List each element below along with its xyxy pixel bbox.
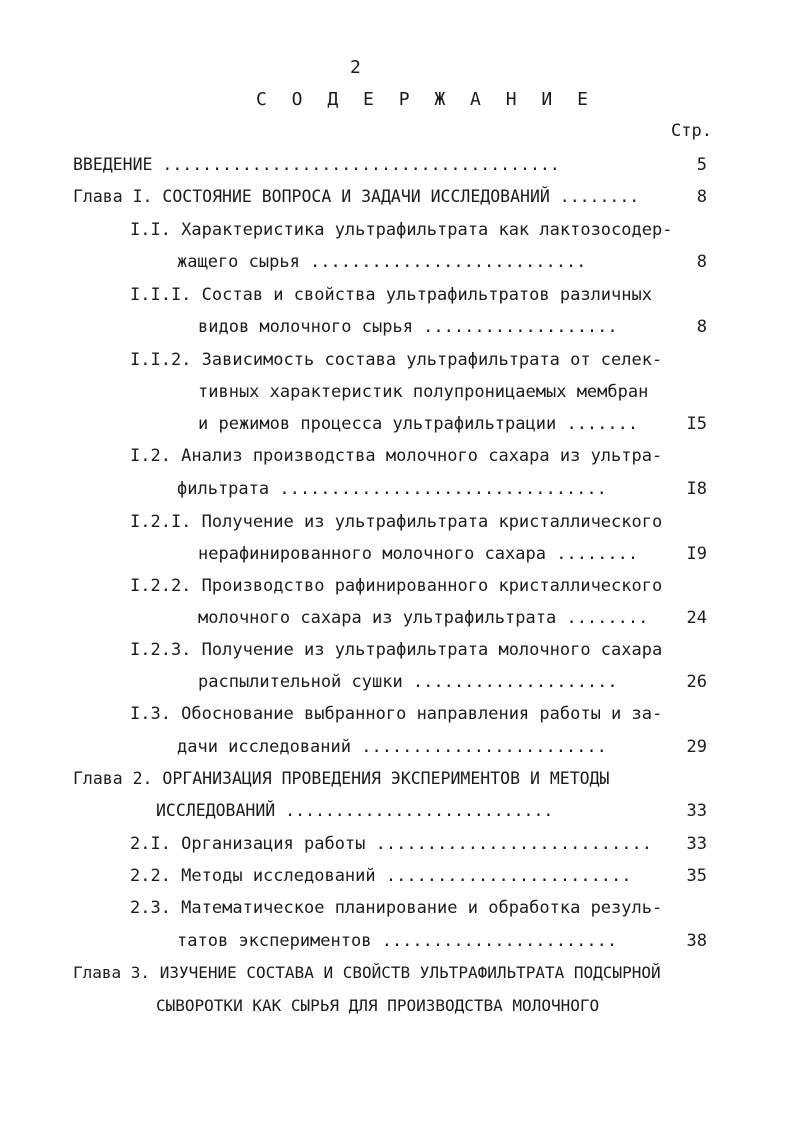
toc-entry-page: 8	[696, 252, 707, 272]
page-column-label: Стр.	[671, 121, 712, 141]
toc-entry-page: I9	[686, 544, 707, 564]
toc-entry-page: 33	[686, 801, 707, 821]
toc-entry-text: I.I.I. Состав и свойства ультрафильтратов различных	[130, 285, 652, 305]
toc-title: С О Д Е Р Ж А Н И Е	[256, 89, 595, 110]
toc-entry-text: тивных характеристик полупроницаемых мембран	[198, 382, 649, 402]
toc-entry-text: татов экспериментов .......................	[177, 931, 618, 951]
toc-entry-text: I.2. Анализ производства молочного сахара из ультра-	[130, 446, 663, 466]
toc-entry-text: 2.2. Методы исследований ........................	[130, 866, 632, 886]
toc-entry-page: 35	[686, 866, 707, 886]
page-number: 2	[350, 57, 361, 78]
toc-entry-text: 2.3. Математическое планирование и обработка резуль-	[130, 898, 663, 918]
toc-entry-text: Глава I. СОСТОЯНИЕ ВОПРОСА И ЗАДАЧИ ИССЛЕДОВАНИЙ ........	[73, 187, 640, 206]
toc-entry-text: дачи исследований ........................	[177, 737, 607, 757]
toc-entry-text: I.2.3. Получение из ультрафильтрата молочного сахара	[130, 640, 663, 660]
toc-entry-text: Глава 3. ИЗУЧЕНИЕ СОСТАВА И СВОЙСТВ УЛЬТРАФИЛЬТРАТА ПОДСЫРНОЙ	[73, 963, 661, 982]
toc-entry-text: СЫВОРОТКИ КАК СЫРЬЯ ДЛЯ ПРОИЗВОДСТВА МОЛОЧНОГО	[156, 996, 600, 1015]
toc-entry-text: I.2.2. Производство рафинированного кристаллического	[130, 576, 663, 596]
toc-entry-text: 2.I. Организация работы ...........................	[130, 834, 652, 854]
toc-entry-text: I.3. Обоснование выбранного направления работы и за-	[130, 704, 663, 724]
toc-entry-page: 26	[686, 672, 707, 692]
toc-entry-text: молочного сахара из ультрафильтрата ........	[198, 608, 649, 628]
toc-entry-page: 29	[686, 737, 707, 757]
toc-entry-page: 5	[696, 155, 707, 175]
toc-entry-text: I.I. Характеристика ультрафильтрата как лактозосодер-	[130, 220, 673, 240]
toc-entry-page: 8	[696, 187, 707, 207]
toc-entry-text: I.I.2. Зависимость состава ультрафильтрата от селек-	[130, 350, 663, 370]
toc-entry-page: I5	[686, 414, 707, 434]
toc-entry-text: и режимов процесса ультрафильтрации .......	[198, 414, 639, 434]
toc-entry-page: I8	[686, 479, 707, 499]
toc-entry-page: 8	[696, 317, 707, 337]
toc-entry-text: жащего сырья ...........................	[177, 252, 587, 272]
toc-entry-page: 38	[686, 931, 707, 951]
toc-entry-text: видов молочного сырья ...................	[198, 317, 618, 337]
toc-entry-text: фильтрата ................................	[177, 479, 607, 499]
toc-entry-page: 24	[686, 608, 707, 628]
toc-entry-page: 33	[686, 834, 707, 854]
toc-entry-text: распылительной сушки ....................	[198, 672, 618, 692]
toc-entry-text: ВВЕДЕНИЕ ........................................	[73, 155, 560, 174]
toc-entry-text: нерафинированного молочного сахара ........	[198, 544, 639, 564]
toc-entry-text: ИССЛЕДОВАНИЙ ...........................	[156, 801, 554, 820]
toc-entry-text: Глава 2. ОРГАНИЗАЦИЯ ПРОВЕДЕНИЯ ЭКСПЕРИМЕНТОВ И МЕТОДЫ	[73, 769, 610, 788]
toc-entry-text: I.2.I. Получение из ультрафильтрата кристаллического	[130, 512, 663, 532]
